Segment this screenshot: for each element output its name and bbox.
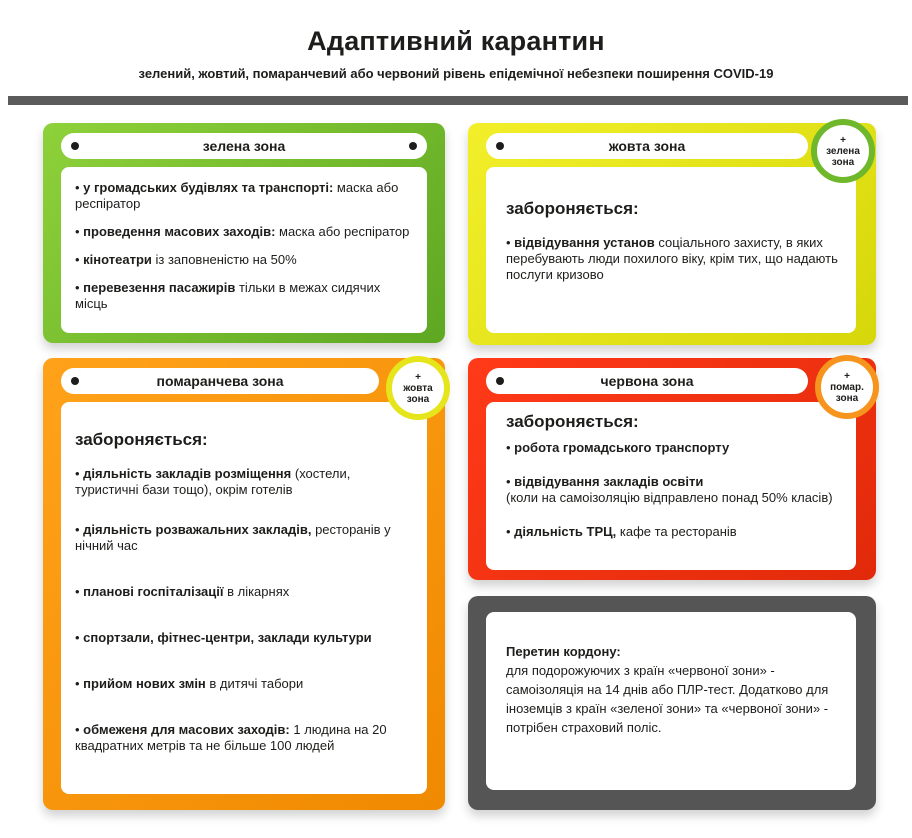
list-item: • перевезення пасажирів тільки в межах сидячих місць xyxy=(75,280,381,311)
yellow-zone-label: жовта зона xyxy=(608,138,686,154)
orange-zone-label-pill xyxy=(61,368,379,394)
red-zone-label-pill xyxy=(486,368,808,394)
green-zone-label-pill xyxy=(61,133,427,159)
orange-zone-badge: + жовта зона xyxy=(386,356,450,420)
bullet-dot-icon xyxy=(71,377,79,385)
red-zone-heading: забороняється: xyxy=(506,412,639,431)
list-item: • у громадських будівлях та транспорті: маска або респіратор xyxy=(75,180,399,211)
header-divider xyxy=(8,96,908,105)
list-item: • робота громадського транспорту xyxy=(506,440,730,455)
list-item: • прийом нових змін в дитячі табори xyxy=(75,676,304,691)
list-item: • діяльність закладів розміщення (хостели, туристичні бази тощо), окрім готелів xyxy=(75,466,351,497)
list-item: • відвідування закладів освіти (коли на самоізоляцію відправлено понад 50% класів) xyxy=(506,474,833,505)
list-item: • спортзали, фітнес-центри, заклади культури xyxy=(75,630,372,645)
orange-zone-heading: забороняється: xyxy=(75,430,208,449)
border-note-panel xyxy=(468,596,876,810)
list-item: • проведення масових заходів: маска або респіратор xyxy=(75,224,410,239)
border-note-heading: Перетин кордону: xyxy=(506,644,621,659)
orange-zone-panel xyxy=(43,358,445,810)
border-note-text: для подорожуючих з країн «червоної зони» - самоізоляція на 14 днів або ПЛР-тест. Додатково для іноземців з країн «зеленої зони» та «червоної зони» - потрібен страховий поліс. xyxy=(506,663,829,735)
list-item: • кінотеатри із заповненістю на 50% xyxy=(75,252,297,267)
yellow-zone-card xyxy=(486,167,856,333)
list-item: • обмеженя для масових заходів: 1 людина на 20 квадратних метрів та не більше 100 людей xyxy=(75,722,387,753)
orange-zone-label: помаранчева зона xyxy=(156,373,284,389)
bullet-dot-icon xyxy=(496,377,504,385)
border-note-card xyxy=(486,612,856,790)
yellow-zone-label-pill xyxy=(486,133,808,159)
green-zone-label: зелена зона xyxy=(202,138,286,154)
list-item: • діяльність розважальних закладів, ресторанів у нічний час xyxy=(75,522,391,553)
list-item: • відвідування установ соціального захисту, в яких перебувають люди похилого віку, крім тих, що надають послуги кризово xyxy=(506,235,838,282)
yellow-zone-badge: + зелена зона xyxy=(811,119,875,183)
red-zone-label: червона зона xyxy=(600,373,694,389)
red-zone-card xyxy=(486,402,856,570)
list-item: • діяльність ТРЦ, кафе та ресторанів xyxy=(506,524,737,539)
bullet-dot-icon xyxy=(496,142,504,150)
bullet-dot-icon xyxy=(71,142,79,150)
green-zone-panel xyxy=(43,123,445,343)
bullet-dot-icon xyxy=(409,142,417,150)
page-subtitle: зелений, жовтий, помаранчевий або червоний рівень епідемічної небезпеки поширення COVID-19 xyxy=(138,66,774,81)
yellow-zone-heading: забороняється: xyxy=(506,199,639,218)
orange-zone-card xyxy=(61,402,427,794)
green-zone-card xyxy=(61,167,427,333)
page-title: Адаптивний карантин xyxy=(307,26,605,56)
list-item: • планові госпіталізації в лікарнях xyxy=(75,584,290,599)
red-zone-badge: + помар. зона xyxy=(815,355,879,419)
